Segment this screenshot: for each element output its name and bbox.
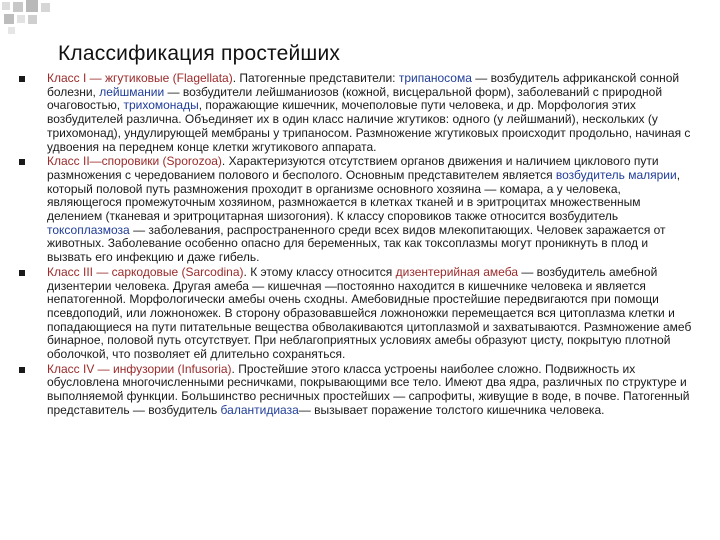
bullet-square-icon: [19, 270, 25, 276]
decor-square: [2, 2, 10, 10]
class-heading-term: Класс III — саркодовые (Sarcodina): [47, 264, 244, 279]
pathogen-term: лейшмании: [99, 84, 165, 99]
class-heading-term: Класс I — жгутиковые (Flagellata): [47, 71, 233, 85]
decor-square: [8, 27, 15, 34]
class-heading-term: дизентерийная амеба: [395, 264, 518, 279]
decor-square: [26, 0, 38, 12]
pathogen-term: трихомонады: [123, 98, 199, 113]
paragraph-text: , поражающие кишечник, мочеполовые пути человека, и др. Морфология этих возбудителей различна. Объединяет их в один класс наличие жгутиков: одного (у лейшманий), нескольких (у трихомонад), ундулирующей мембраны у трипаносом. Размножение жгутиковых происходит продольно, начиная с удвоения на переднем конце клетки жгутикового аппарата.: [47, 98, 691, 154]
paragraph-text: . Характеризуются отсутствием органов движения и наличием циклового пути размножения с чередованием полового и бесполого. Основным представителем является: [47, 154, 659, 182]
class-heading-term: Класс II—споровики (Sporozoa): [47, 154, 222, 169]
paragraph-text: , который половой путь размножения проходит в организме основного хозяина — комара, а у человека, являющегося промежуточным хозяином, размножается в клетках тканей и в эритроцитах множественным делением (тканевая и эритроцитарная шизогония). К классу споровиков также относится возбудитель: [47, 167, 681, 224]
pathogen-term: возбудитель малярии: [555, 167, 677, 182]
bullet-square-icon: [19, 159, 25, 165]
bullet-square-icon: [19, 367, 25, 373]
decor-square: [4, 14, 14, 24]
paragraph-text: — возбудитель амебной дизентерии человека. Другая амеба — кишечная —постоянно находится в кишечнике человека и является непатогенной. Морфологически амебы очень сходны. Амебовидные простейшие передвигаются при помощи псевдоподий, или ложноножек. В сторону образовавшейся ложноножки перемещается вся цитоплазма клетки и попадающиеся на пути питательные вещества обволакиваются цитоплазмой и захватываются. Размножение амеб бинарное, половой путь отсутствует. При неблагоприятных условиях амебы образуют цисту, покрытую плотной оболочкой, что позволяет ей длительно сохраняться.: [47, 264, 692, 362]
paragraph-text: — возбудители лейшманиозов (кожной, висцеральной форм), заболеваний с природной очаговостью,: [47, 84, 663, 113]
slide-title: Классификация простейших: [58, 42, 341, 65]
pathogen-term: балантидиаза: [220, 402, 299, 417]
decor-square: [28, 15, 37, 24]
paragraph-text: . Патогенные представители:: [232, 71, 399, 85]
decor-square: [17, 15, 25, 23]
bullet-square-icon: [19, 76, 25, 82]
decor-square: [13, 2, 23, 12]
paragraph-text: — вызывает поражение толстого кишечника человека.: [298, 402, 605, 417]
class-paragraph: [47, 363, 695, 418]
pathogen-term: трипаносома: [398, 71, 472, 85]
class-paragraph: [47, 266, 695, 362]
paragraph-text: — заболевания, распространенного среди всех видов млекопитающих. Человек заражается от животных. Заболевание особенно опасно для беременных, так как токсоплазмы могут проникнуть в плод и вызвать его инфекцию и даже гибель.: [47, 222, 666, 265]
class-paragraph: [47, 72, 695, 154]
slide-body: [47, 72, 695, 418]
class-paragraph: [47, 155, 695, 265]
paragraph-text: — возбудитель африканской сонной болезни,: [47, 71, 680, 99]
paragraph-text: . Простейшие этого класса устроены наиболее сложно. Подвижность их обусловлена многочисленными ресничками, покрывающими все тело. Имеют два ядра, различных по структуре и выполняемой функции. Большинство ресничных простейших — сапрофиты, живущие в воде, в почве. Патогенный представитель — возбудитель: [47, 361, 690, 417]
pathogen-term: токсоплазмоза: [47, 222, 130, 237]
decor-square: [41, 3, 50, 12]
class-heading-term: Класс IV — инфузории (Infusoria): [47, 361, 232, 376]
corner-decoration: [0, 0, 60, 40]
paragraph-text: . К этому классу относится: [243, 264, 396, 279]
